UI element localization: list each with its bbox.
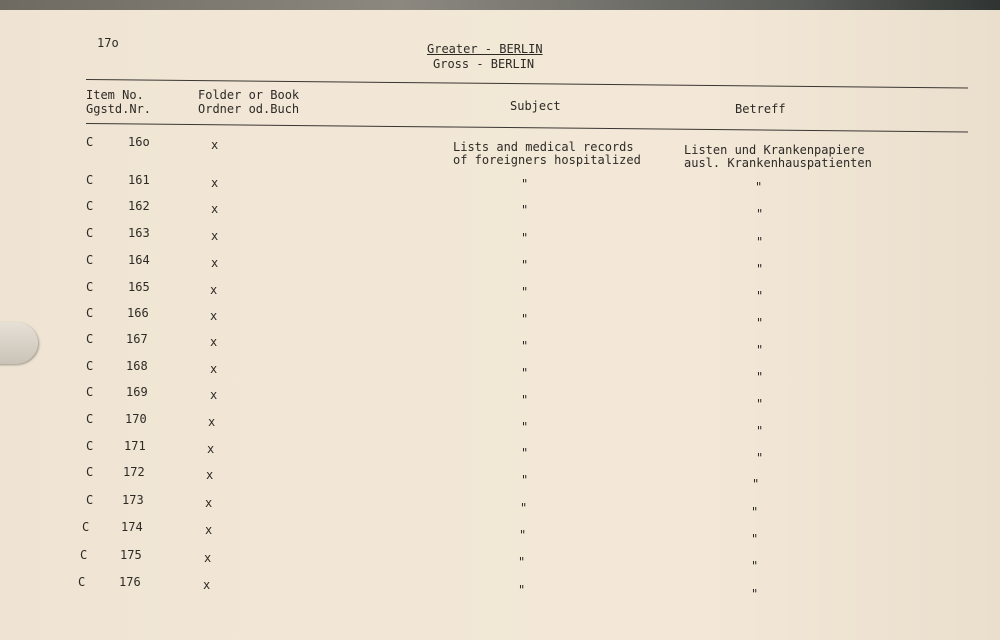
row-betreff: " xyxy=(751,559,759,573)
row-folder-mark: x xyxy=(210,335,218,349)
row-folder-mark: x xyxy=(208,415,216,429)
row-number: 170 xyxy=(125,412,147,426)
row-folder-mark: x xyxy=(211,138,219,152)
row-folder-mark: x xyxy=(211,256,219,270)
row-betreff: " xyxy=(756,316,764,330)
row-subject: " xyxy=(521,177,529,191)
row-number: 162 xyxy=(128,199,150,213)
row-item-letter: C xyxy=(86,226,94,240)
row-betreff: " xyxy=(751,505,759,519)
row-betreff: " xyxy=(756,207,764,221)
row-folder-mark: x xyxy=(211,202,219,216)
row-subject: Lists and medical records of foreigners hospitalized xyxy=(453,140,641,167)
row-folder-mark: x xyxy=(205,496,213,510)
header-folder xyxy=(198,88,299,116)
row-item-letter: C xyxy=(86,465,94,479)
row-item-letter: C xyxy=(80,548,88,562)
title-english: Greater - BERLIN xyxy=(427,42,543,56)
row-betreff: " xyxy=(756,289,764,303)
row-folder-mark: x xyxy=(203,578,211,592)
row-item-letter: C xyxy=(86,359,94,373)
row-subject: " xyxy=(521,420,529,434)
row-betreff: " xyxy=(756,235,764,249)
row-betreff: " xyxy=(756,451,764,465)
row-subject: " xyxy=(521,231,529,245)
row-subject: " xyxy=(521,258,529,272)
row-subject: " xyxy=(521,366,529,380)
row-item-letter: C xyxy=(86,412,94,426)
row-betreff: " xyxy=(756,343,764,357)
row-item-letter: C xyxy=(86,253,94,267)
header-folder-en: Folder or Book xyxy=(198,88,300,102)
row-item-letter: C xyxy=(86,306,94,320)
row-subject: " xyxy=(518,555,526,569)
row-subject: " xyxy=(521,473,529,487)
row-subject: " xyxy=(521,446,529,460)
header-betreff: Betreff xyxy=(735,102,786,116)
row-item-letter: C xyxy=(86,173,94,187)
row-number: 167 xyxy=(126,332,148,346)
document-page xyxy=(0,10,1000,640)
row-folder-mark: x xyxy=(207,442,215,456)
row-folder-mark: x xyxy=(210,309,218,323)
row-number: 163 xyxy=(128,226,150,240)
row-item-letter: C xyxy=(86,199,94,213)
row-folder-mark: x xyxy=(210,283,218,297)
row-number: 176 xyxy=(119,575,141,589)
header-folder-de: Ordner od.Buch xyxy=(198,102,300,116)
row-item-letter: C xyxy=(86,332,94,346)
row-betreff: " xyxy=(756,397,764,411)
row-number: 174 xyxy=(121,520,143,534)
row-betreff: " xyxy=(751,532,759,546)
row-betreff: " xyxy=(756,424,764,438)
header-subject: Subject xyxy=(510,99,561,113)
row-subject: " xyxy=(521,393,529,407)
row-betreff: " xyxy=(755,180,763,194)
row-subject: " xyxy=(520,501,528,515)
row-number: 172 xyxy=(123,465,145,479)
row-item-letter: C xyxy=(82,520,90,534)
row-subject: " xyxy=(521,203,529,217)
row-folder-mark: x xyxy=(211,176,219,190)
row-item-letter: C xyxy=(78,575,86,589)
row-subject: " xyxy=(519,528,527,542)
row-betreff: " xyxy=(756,262,764,276)
row-folder-mark: x xyxy=(206,468,214,482)
row-betreff: " xyxy=(756,370,764,384)
row-subject: " xyxy=(521,339,529,353)
row-number: 161 xyxy=(128,173,150,187)
row-number: 173 xyxy=(122,493,144,507)
row-subject: " xyxy=(521,312,529,326)
header-item-no-de: Ggstd.Nr. xyxy=(86,102,152,116)
row-number: 175 xyxy=(120,548,142,562)
row-folder-mark: x xyxy=(210,362,218,376)
row-item-letter: C xyxy=(86,385,94,399)
row-subject: " xyxy=(521,285,529,299)
row-folder-mark: x xyxy=(210,388,218,402)
row-subject: " xyxy=(518,583,526,597)
row-number: 164 xyxy=(128,253,150,267)
binder-tab xyxy=(0,322,38,364)
header-item-no xyxy=(86,88,151,116)
row-number: 171 xyxy=(124,439,146,453)
row-item-letter: C xyxy=(86,493,94,507)
row-betreff: " xyxy=(751,587,759,601)
row-folder-mark: x xyxy=(211,229,219,243)
row-item-letter: C xyxy=(86,439,94,453)
header-item-no-en: Item No. xyxy=(86,88,144,102)
row-number: 168 xyxy=(126,359,148,373)
row-item-letter: C xyxy=(86,280,94,294)
row-betreff: " xyxy=(752,477,760,491)
row-folder-mark: x xyxy=(204,551,212,565)
header-bottom-rule xyxy=(86,123,968,132)
title-german: Gross - BERLIN xyxy=(433,57,535,71)
row-item-letter: C xyxy=(86,135,94,149)
row-number: 16o xyxy=(128,135,150,149)
row-folder-mark: x xyxy=(205,523,213,537)
row-betreff: Listen und Krankenpapiere ausl. Krankenhauspatienten xyxy=(684,143,872,170)
row-number: 169 xyxy=(126,385,148,399)
page-number: 17o xyxy=(97,36,119,50)
row-number: 165 xyxy=(128,280,150,294)
row-number: 166 xyxy=(127,306,149,320)
